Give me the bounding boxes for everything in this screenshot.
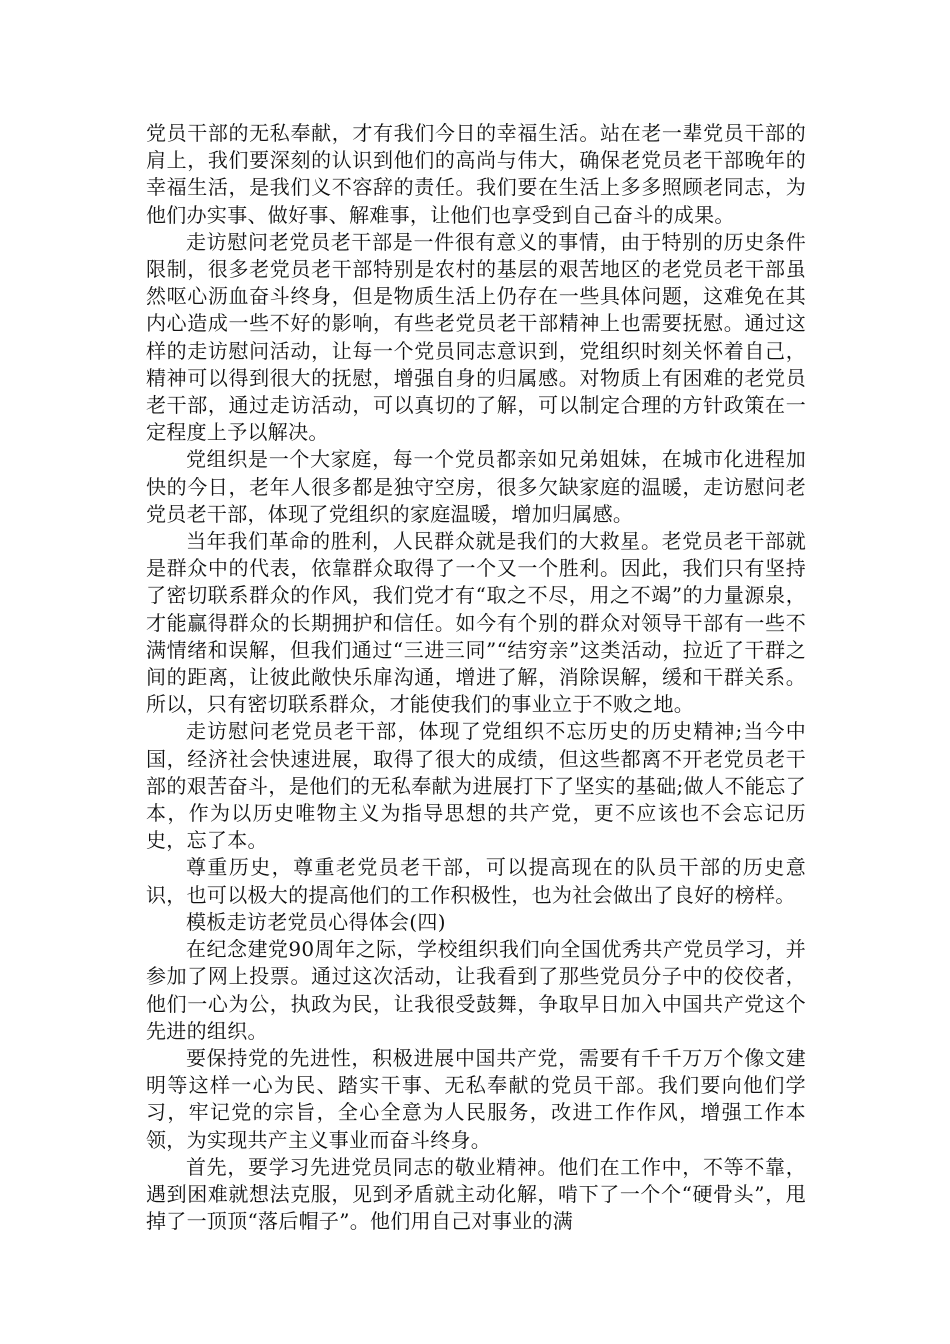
paragraph: 要保持党的先进性，积极进展中国共产党，需要有千千万万个像文建明等这样一心为民、踏实干事、无私奉献的党员干部。我们要向他们学习，牢记党的宗旨，全心全意为人民服务，改进工作作风，增强工作本领，为实现共产主义事业而奋斗终身。 [146,1045,806,1152]
paragraph: 当年我们革命的胜利，人民群众就是我们的大救星。老党员老干部就是群众中的代表，依靠群众取得了一个又一个胜利。因此，我们只有坚持了密切联系群众的作风，我们党才有“取之不尽，用之不竭”的力量源泉，才能赢得群众的长期拥护和信任。如今有个别的群众对领导干部有一些不满情绪和误解，但我们通过“三进三同”“结穷亲”这类活动，拉近了干群之间的距离，让彼此敞快乐扉沟通，增进了解，消除误解，缓和干群关系。所以，只有密切联系群众，才能使我们的事业立于不败之地。 [146,529,806,717]
section-heading: 模板走访老党员心得体会(四) [186,909,446,934]
paragraph: 在纪念建党90周年之际，学校组织我们向全国优秀共产党员学习，并参加了网上投票。通过这次活动，让我看到了那些党员分子中的佼佼者，他们一心为公，执政为民，让我很受鼓舞，争取早日加入中国共产党这个先进的组织。 [146,937,806,1043]
paragraph: 首先，要学习先进党员同志的敬业精神。他们在工作中，不等不靠，遇到困难就想法克服，见到矛盾就主动化解，啃下了一个个“硬骨头”，甩掉了一顶顶“落后帽子”。他们用自己对事业的满 [146,1154,806,1234]
paragraph: 党组织是一个大家庭，每一个党员都亲如兄弟姐妹，在城市化进程加快的今日，老年人很多都是独守空房，很多欠缺家庭的温暖，走访慰问老党员老干部，体现了党组织的家庭温暖，增加归属感。 [146,447,806,526]
paragraph: 走访慰问老党员老干部是一件很有意义的事情，由于特别的历史条件限制，很多老党员老干部特别是农村的基层的艰苦地区的老党员老干部虽然呕心沥血奋斗终身，但是物质生活上仍存在一些具体问题，这难免在其内心造成一些不好的影响，有些老党员老干部精神上也需要抚慰。通过这样的走访慰问活动，让每一个党员同志意识到，党组织时刻关怀着自己，精神可以得到很大的抚慰，增强自身的归属感。对物质上有困难的老党员老干部，通过走访活动，可以真切的了解，可以制定合理的方针政策在一定程度上予以解决。 [146,229,806,445]
paragraph: 尊重历史，尊重老党员老干部，可以提高现在的队员干部的历史意识，也可以极大的提高他们的工作积极性，也为社会做出了良好的榜样。 [146,855,806,907]
document-page [146,120,806,1235]
paragraph: 党员干部的无私奉献，才有我们今日的幸福生活。站在老一辈党员干部的肩上，我们要深刻的认识到他们的高尚与伟大，确保老党员老干部晚年的幸福生活，是我们义不容辞的责任。我们要在生活上多多照顾老同志，为他们办实事、做好事、解难事，让他们也享受到自己奋斗的成果。 [146,121,806,227]
paragraph: 走访慰问老党员老干部，体现了党组织不忘历史的历史精神;当今中国，经济社会快速进展，取得了很大的成绩，但这些都离不开老党员老干部的艰苦奋斗，是他们的无私奉献为进展打下了坚实的基础;做人不能忘了本，作为以历史唯物主义为指导思想的共产党，更不应该也不会忘记历史，忘了本。 [146,719,806,853]
